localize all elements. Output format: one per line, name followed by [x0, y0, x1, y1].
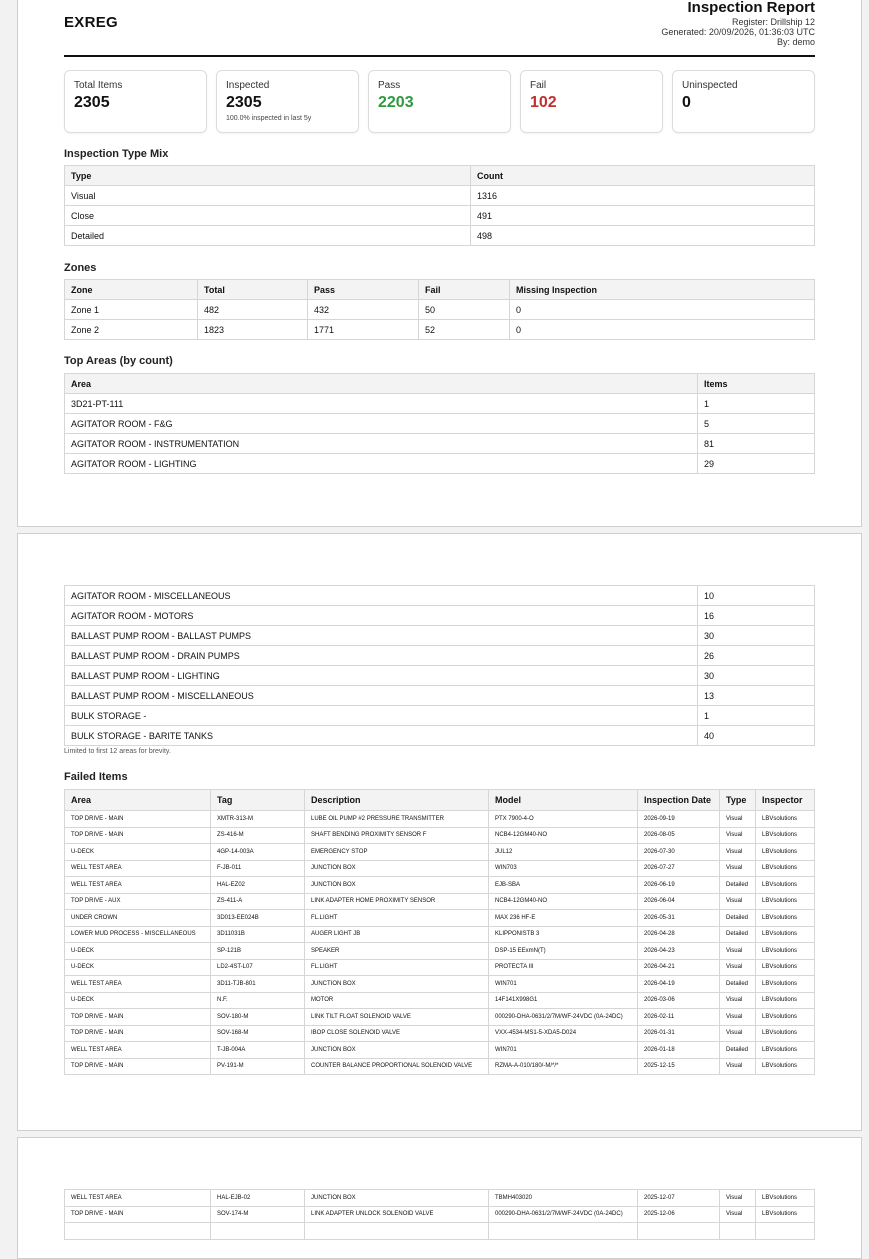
table-cell: SP-121B: [211, 943, 305, 960]
table-row: [65, 434, 815, 454]
table-cell: LBVsolutions: [756, 860, 815, 877]
author-line: By: demo: [776, 37, 815, 47]
column-header: Area: [65, 790, 211, 811]
table-header-row: [65, 790, 815, 811]
table-row: [65, 320, 815, 340]
table-row: [65, 926, 815, 943]
table-cell: F-JB-011: [211, 860, 305, 877]
table-cell: 0: [510, 320, 815, 340]
table-cell: COUNTER BALANCE PROPORTIONAL SOLENOID VALVE: [305, 1058, 489, 1075]
table-cell: NCB4-12GM40-NO: [489, 827, 638, 844]
table-cell: Visual: [720, 893, 756, 910]
table-header-row: [65, 374, 815, 394]
table-cell: VXX-4534-MS1-5-XDA5-D024: [489, 1025, 638, 1042]
table-cell: WELL TEST AREA: [65, 877, 211, 894]
table-row: [65, 414, 815, 434]
table-cell: WELL TEST AREA: [65, 1190, 211, 1207]
table-cell: 2026-04-23: [638, 943, 720, 960]
table-cell: 40: [698, 726, 815, 746]
card-label: Pass: [378, 80, 401, 91]
table-cell: 2025-12-15: [638, 1058, 720, 1075]
table-row: [65, 586, 815, 606]
top-areas-note: Limited to first 12 areas for brevity.: [64, 748, 171, 755]
table-cell: BALLAST PUMP ROOM - MISCELLANEOUS: [65, 686, 698, 706]
table-row: [65, 186, 815, 206]
table-cell: AGITATOR ROOM - F&G: [65, 414, 698, 434]
table-cell: 3D21-PT-111: [65, 394, 698, 414]
table-cell: U-DECK: [65, 992, 211, 1009]
table-cell: 0: [510, 300, 815, 320]
table-cell: 482: [198, 300, 308, 320]
table-cell: TBMH403020: [489, 1190, 638, 1207]
table-cell: Detailed: [720, 910, 756, 927]
table-cell: Visual: [720, 844, 756, 861]
report-page-2: [17, 533, 862, 1131]
report-page-3: [17, 1137, 862, 1259]
table-cell: DSP-15 EExmN(T): [489, 943, 638, 960]
table-cell: LBVsolutions: [756, 1025, 815, 1042]
table-cell: JUNCTION BOX: [305, 1190, 489, 1207]
table-row: [65, 811, 815, 828]
table-cell: PTX 7900-4-O: [489, 811, 638, 828]
table-cell: 2026-04-19: [638, 976, 720, 993]
table-cell: EJB-SBA: [489, 877, 638, 894]
report-title: Inspection Report: [687, 0, 815, 16]
table-row: [65, 992, 815, 1009]
table-cell: TOP DRIVE - MAIN: [65, 827, 211, 844]
table-cell: 1: [698, 706, 815, 726]
table-cell: BALLAST PUMP ROOM - DRAIN PUMPS: [65, 646, 698, 666]
table-cell: JUNCTION BOX: [305, 1042, 489, 1059]
column-header: Area: [65, 374, 698, 394]
table-cell: PROTECTA III: [489, 959, 638, 976]
table-cell: WIN703: [489, 860, 638, 877]
summary-cards: [64, 70, 815, 133]
table-cell: 3D11-TJB-801: [211, 976, 305, 993]
table-cell: TOP DRIVE - MAIN: [65, 1009, 211, 1026]
table-cell: TOP DRIVE - MAIN: [65, 1058, 211, 1075]
table-cell: 1771: [308, 320, 419, 340]
table-cell: U-DECK: [65, 943, 211, 960]
table-cell: LBVsolutions: [756, 959, 815, 976]
column-header: Type: [720, 790, 756, 811]
table-cell: LBVsolutions: [756, 1058, 815, 1075]
table-cell: [489, 1223, 638, 1240]
table-cell: 000290-DHA-0631/2/7M/WF-24VDC (0A-24DC): [489, 1206, 638, 1223]
table-cell: LINK ADAPTER UNLOCK SOLENOID VALVE: [305, 1206, 489, 1223]
column-header: Items: [698, 374, 815, 394]
table-cell: LBVsolutions: [756, 910, 815, 927]
table-cell: LBVsolutions: [756, 1042, 815, 1059]
table-cell: Detailed: [720, 926, 756, 943]
table-cell: AGITATOR ROOM - MOTORS: [65, 606, 698, 626]
table-cell: 2026-09-19: [638, 811, 720, 828]
table-row: [65, 454, 815, 474]
table-cell: IBOP CLOSE SOLENOID VALVE: [305, 1025, 489, 1042]
column-header: Zone: [65, 280, 198, 300]
table-cell: SOV-174-M: [211, 1206, 305, 1223]
section-title-zones: Zones: [64, 262, 97, 274]
table-row: [65, 877, 815, 894]
table-cell: 2026-08-05: [638, 827, 720, 844]
table-cell: 2026-02-11: [638, 1009, 720, 1026]
table-row: [65, 943, 815, 960]
table-cell: AGITATOR ROOM - LIGHTING: [65, 454, 698, 474]
table-cell: 498: [471, 226, 815, 246]
top-areas-table-continued: [64, 585, 815, 746]
table-cell: [211, 1223, 305, 1240]
column-header: Count: [471, 166, 815, 186]
uninspected-card: [672, 70, 815, 133]
table-row: [65, 394, 815, 414]
total-items-card: [64, 70, 207, 133]
table-row: [65, 726, 815, 746]
table-cell: JUNCTION BOX: [305, 976, 489, 993]
table-cell: LINK TILT FLOAT SOLENOID VALVE: [305, 1009, 489, 1026]
table-cell: BULK STORAGE - BARITE TANKS: [65, 726, 698, 746]
card-label: Fail: [530, 80, 547, 91]
table-cell: AGITATOR ROOM - MISCELLANEOUS: [65, 586, 698, 606]
column-header: Missing Inspection: [510, 280, 815, 300]
table-row: [65, 1009, 815, 1026]
table-cell: 5: [698, 414, 815, 434]
zones-table: [64, 279, 815, 340]
table-cell: FL.LIGHT: [305, 910, 489, 927]
table-cell: 1823: [198, 320, 308, 340]
pass-card: [368, 70, 511, 133]
failed-items-table-continued: [64, 1189, 815, 1240]
table-cell: 432: [308, 300, 419, 320]
table-cell: 2026-03-06: [638, 992, 720, 1009]
table-cell: WELL TEST AREA: [65, 976, 211, 993]
table-row: [65, 626, 815, 646]
table-cell: JUNCTION BOX: [305, 877, 489, 894]
table-cell: 2026-06-04: [638, 893, 720, 910]
table-cell: AGITATOR ROOM - INSTRUMENTATION: [65, 434, 698, 454]
section-title-failed-items: Failed Items: [64, 771, 128, 783]
table-cell: 16: [698, 606, 815, 626]
column-header: Total: [198, 280, 308, 300]
table-cell: LBVsolutions: [756, 926, 815, 943]
inspected-card: [216, 70, 359, 133]
table-cell: Detailed: [720, 1042, 756, 1059]
table-cell: [720, 1223, 756, 1240]
table-cell: SPEAKER: [305, 943, 489, 960]
table-cell: 2026-04-28: [638, 926, 720, 943]
card-value: 102: [530, 94, 557, 111]
table-row: [65, 300, 815, 320]
table-cell: 4GP-14-003A: [211, 844, 305, 861]
table-row: [65, 1058, 815, 1075]
table-row: [65, 976, 815, 993]
card-value: 0: [682, 94, 691, 111]
table-cell: 2026-06-19: [638, 877, 720, 894]
failed-items-table: [64, 789, 815, 1075]
table-cell: Detailed: [720, 877, 756, 894]
table-row: [65, 646, 815, 666]
table-cell: 1: [698, 394, 815, 414]
column-header: Type: [65, 166, 471, 186]
table-cell: LOWER MUD PROCESS - MISCELLANEOUS: [65, 926, 211, 943]
table-cell: 10: [698, 586, 815, 606]
column-header: Fail: [419, 280, 510, 300]
table-cell: Visual: [720, 1206, 756, 1223]
table-row: [65, 844, 815, 861]
table-cell: BALLAST PUMP ROOM - LIGHTING: [65, 666, 698, 686]
table-cell: 3D11031B: [211, 926, 305, 943]
table-cell: NCB4-12GM40-NO: [489, 893, 638, 910]
table-cell: LBVsolutions: [756, 1206, 815, 1223]
section-title-top-areas: Top Areas (by count): [64, 355, 173, 367]
card-label: Inspected: [226, 80, 270, 91]
table-row: [65, 706, 815, 726]
section-title-type-mix: Inspection Type Mix: [64, 148, 169, 160]
table-cell: Visual: [720, 811, 756, 828]
table-cell: 30: [698, 666, 815, 686]
column-header: Inspector: [756, 790, 815, 811]
report-page-1: [17, 0, 862, 527]
table-cell: SHAFT BENDING PROXIMITY SENSOR F: [305, 827, 489, 844]
table-cell: [638, 1223, 720, 1240]
table-cell: 2025-12-07: [638, 1190, 720, 1207]
top-areas-table: [64, 373, 815, 474]
table-cell: XMTR-313-M: [211, 811, 305, 828]
table-row: [65, 1025, 815, 1042]
table-cell: Visual: [720, 992, 756, 1009]
table-cell: MOTOR: [305, 992, 489, 1009]
column-header: Tag: [211, 790, 305, 811]
table-cell: 50: [419, 300, 510, 320]
table-cell: LD2-4ST-L07: [211, 959, 305, 976]
table-cell: 52: [419, 320, 510, 340]
table-cell: 2026-01-31: [638, 1025, 720, 1042]
table-row: [65, 959, 815, 976]
table-cell: Visual: [720, 959, 756, 976]
column-header: Model: [489, 790, 638, 811]
table-cell: 1316: [471, 186, 815, 206]
table-cell: Visual: [720, 1025, 756, 1042]
table-cell: LUBE OIL PUMP #2 PRESSURE TRANSMITTER: [305, 811, 489, 828]
brand-logo-text: EXREG: [64, 14, 119, 31]
table-row: [65, 666, 815, 686]
table-cell: Close: [65, 206, 471, 226]
table-cell: LBVsolutions: [756, 893, 815, 910]
card-label: Uninspected: [682, 80, 738, 91]
table-row: [65, 893, 815, 910]
table-cell: JUL12: [489, 844, 638, 861]
table-cell: KLIPPONISTB 3: [489, 926, 638, 943]
table-row: [65, 686, 815, 706]
table-cell: 000290-DHA-0631/2/7M/WF-24VDC (0A-24DC): [489, 1009, 638, 1026]
table-cell: WIN701: [489, 1042, 638, 1059]
table-cell: BULK STORAGE -: [65, 706, 698, 726]
table-cell: [305, 1223, 489, 1240]
table-cell: LBVsolutions: [756, 976, 815, 993]
column-header: Description: [305, 790, 489, 811]
table-cell: RZMA-A-010/180/-M/*/*: [489, 1058, 638, 1075]
table-cell: 2025-12-06: [638, 1206, 720, 1223]
table-row: [65, 206, 815, 226]
table-cell: SOV-180-M: [211, 1009, 305, 1026]
table-cell: FL.LIGHT: [305, 959, 489, 976]
table-row: [65, 860, 815, 877]
table-cell: U-DECK: [65, 959, 211, 976]
generated-line: Generated: 20/09/2026, 01:36:03 UTC: [661, 27, 815, 37]
register-line: Register: Drillship 12: [731, 17, 815, 27]
table-cell: 491: [471, 206, 815, 226]
table-cell: 2026-01-18: [638, 1042, 720, 1059]
table-cell: 2026-07-30: [638, 844, 720, 861]
table-cell: Visual: [720, 1058, 756, 1075]
table-cell: 29: [698, 454, 815, 474]
table-cell: MAX 236 HF-E: [489, 910, 638, 927]
table-cell: Zone 1: [65, 300, 198, 320]
table-row: [65, 1190, 815, 1207]
table-cell: WIN701: [489, 976, 638, 993]
column-header: Inspection Date: [638, 790, 720, 811]
table-cell: BALLAST PUMP ROOM - BALLAST PUMPS: [65, 626, 698, 646]
table-cell: [65, 1223, 211, 1240]
table-header-row: [65, 280, 815, 300]
table-cell: Visual: [720, 1190, 756, 1207]
type-mix-table: [64, 165, 815, 246]
table-cell: 81: [698, 434, 815, 454]
table-cell: TOP DRIVE - MAIN: [65, 1025, 211, 1042]
table-cell: WELL TEST AREA: [65, 860, 211, 877]
table-cell: EMERGENCY STOP: [305, 844, 489, 861]
table-cell: TOP DRIVE - MAIN: [65, 1206, 211, 1223]
table-row: [65, 1042, 815, 1059]
table-cell: LBVsolutions: [756, 811, 815, 828]
table-cell: 2026-07-27: [638, 860, 720, 877]
table-cell: 2026-05-31: [638, 910, 720, 927]
table-cell: TOP DRIVE - MAIN: [65, 811, 211, 828]
table-cell: Zone 2: [65, 320, 198, 340]
table-cell: 3D013-EE024B: [211, 910, 305, 927]
table-row: [65, 606, 815, 626]
card-label: Total Items: [74, 80, 123, 91]
header-divider: [64, 55, 815, 57]
table-row: [65, 1206, 815, 1223]
table-cell: 30: [698, 626, 815, 646]
table-cell: LBVsolutions: [756, 827, 815, 844]
table-cell: LINK ADAPTER HOME PROXIMITY SENSOR: [305, 893, 489, 910]
table-row: [65, 827, 815, 844]
table-cell: ZS-411-A: [211, 893, 305, 910]
card-subtext: 100.0% inspected in last 5y: [226, 115, 312, 122]
table-cell: [756, 1223, 815, 1240]
table-cell: LBVsolutions: [756, 943, 815, 960]
table-cell: LBVsolutions: [756, 877, 815, 894]
table-cell: Visual: [720, 827, 756, 844]
report-header: [661, 0, 815, 47]
table-cell: SOV-168-M: [211, 1025, 305, 1042]
card-value: 2305: [74, 94, 110, 111]
table-cell: 2026-04-21: [638, 959, 720, 976]
table-cell: LBVsolutions: [756, 844, 815, 861]
table-cell: PV-191-M: [211, 1058, 305, 1075]
table-cell: Visual: [720, 860, 756, 877]
table-cell: 26: [698, 646, 815, 666]
table-cell: N.F.: [211, 992, 305, 1009]
table-cell: UNDER CROWN: [65, 910, 211, 927]
table-cell: ZS-416-M: [211, 827, 305, 844]
table-row: [65, 910, 815, 927]
table-cell: Detailed: [720, 976, 756, 993]
table-row: [65, 226, 815, 246]
table-cell: JUNCTION BOX: [305, 860, 489, 877]
card-value: 2203: [378, 94, 414, 111]
table-cell: WELL TEST AREA: [65, 1042, 211, 1059]
table-cell: LBVsolutions: [756, 1009, 815, 1026]
table-cell: HAL-EJB-02: [211, 1190, 305, 1207]
table-cell: Visual: [720, 1009, 756, 1026]
table-cell: U-DECK: [65, 844, 211, 861]
fail-card: [520, 70, 663, 133]
table-cell: LBVsolutions: [756, 1190, 815, 1207]
table-cell: AUGER LIGHT JB: [305, 926, 489, 943]
table-cell: 13: [698, 686, 815, 706]
card-value: 2305: [226, 94, 262, 111]
table-cell: LBVsolutions: [756, 992, 815, 1009]
table-header-row: [65, 166, 815, 186]
table-cell: T-JB-004A: [211, 1042, 305, 1059]
column-header: Pass: [308, 280, 419, 300]
table-cell: HAL-EZ02: [211, 877, 305, 894]
table-cell: 14F141X998G1: [489, 992, 638, 1009]
table-cell: Visual: [65, 186, 471, 206]
table-cell: TOP DRIVE - AUX: [65, 893, 211, 910]
table-row: [65, 1223, 815, 1240]
table-cell: Visual: [720, 943, 756, 960]
table-cell: Detailed: [65, 226, 471, 246]
